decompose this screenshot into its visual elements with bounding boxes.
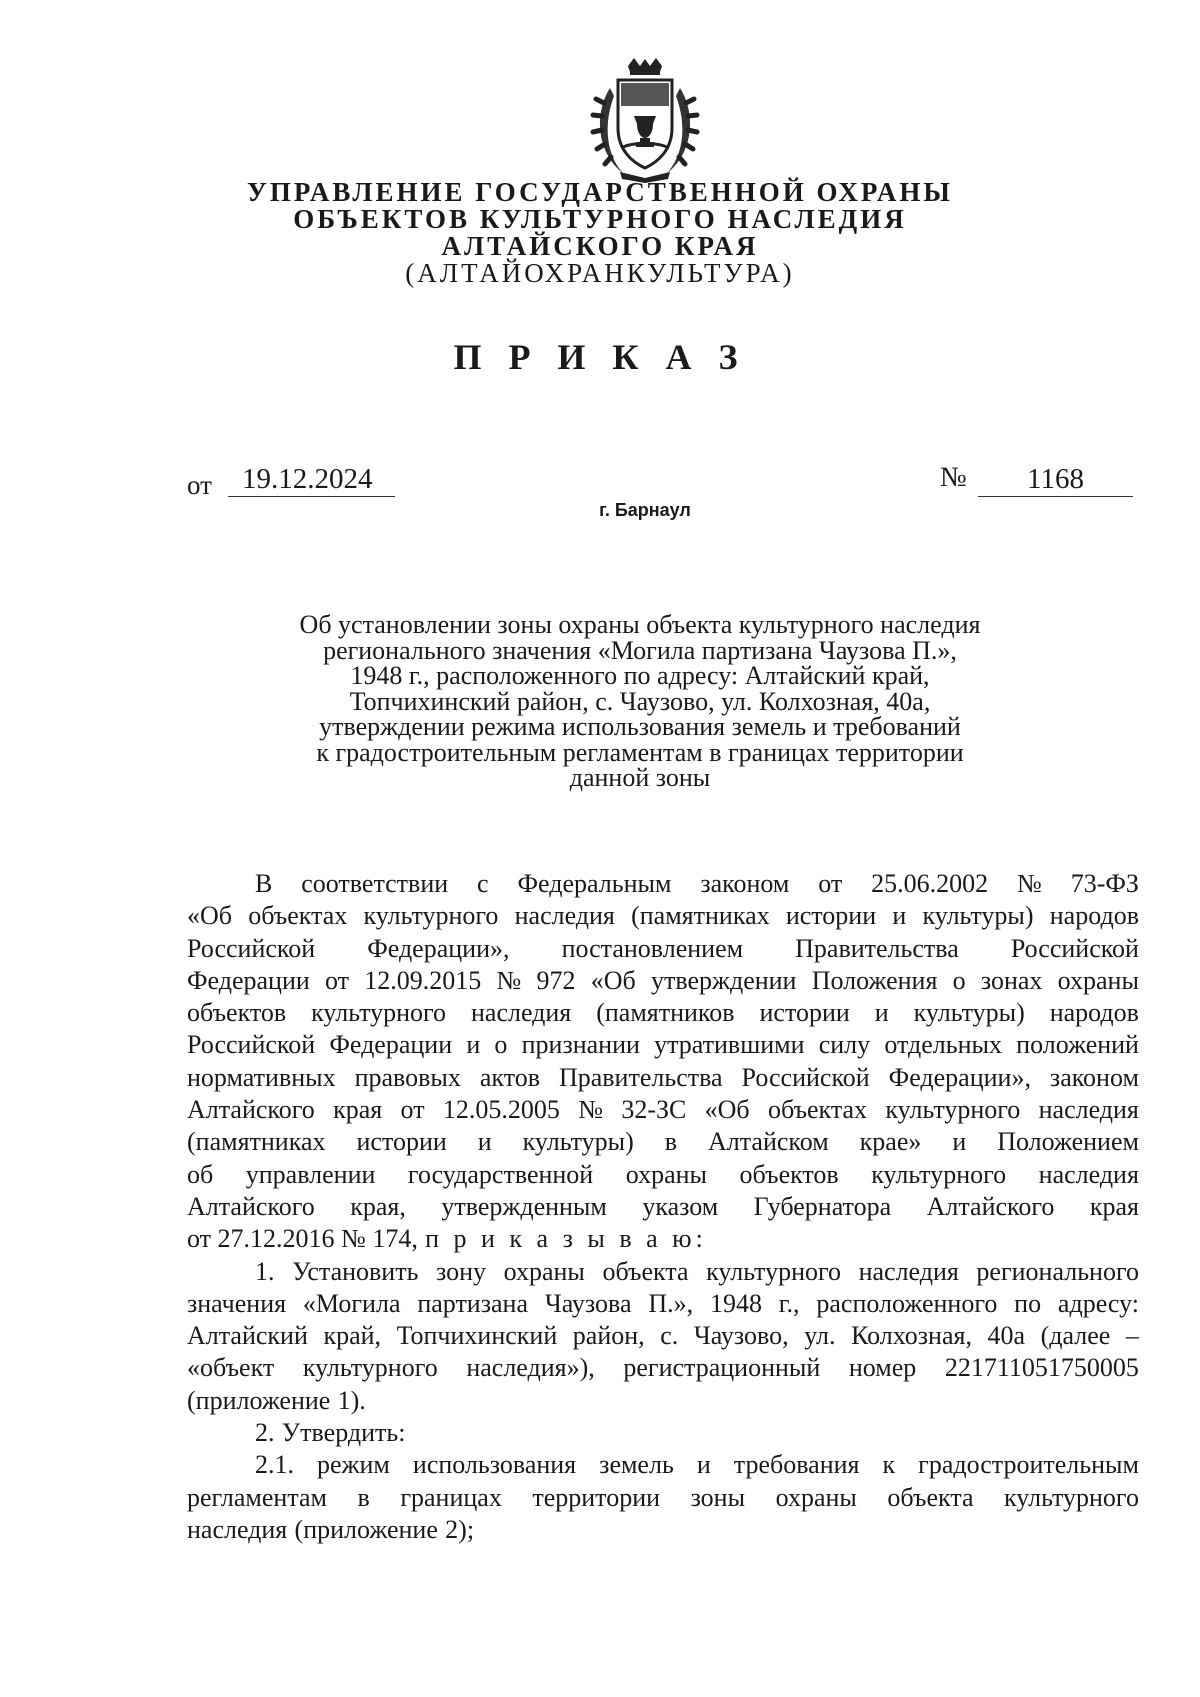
body-word: Установить xyxy=(292,1256,419,1286)
body-word: утверждении xyxy=(650,965,797,995)
body-line xyxy=(187,868,1139,900)
body-word: и xyxy=(892,901,907,931)
body-word: градостроительным xyxy=(918,1450,1139,1480)
body-word: от xyxy=(400,1095,425,1125)
body-word: управлении xyxy=(245,1159,376,1189)
subject-line: к градостроительным регламентам в границах территории xyxy=(316,737,964,767)
document-subject xyxy=(240,612,1040,791)
body-word: 2.1. xyxy=(255,1450,294,1480)
subject-line: Об установлении зоны охраны объекта культурного наследия xyxy=(299,610,981,639)
body-word: культурного xyxy=(302,1353,438,1383)
body-word: регистрационный xyxy=(623,1353,821,1383)
subject-line: данной зоны xyxy=(569,763,711,792)
body-word: Положения xyxy=(811,965,938,995)
body-word: «Об xyxy=(704,1095,750,1125)
body-word: Федерации xyxy=(187,965,310,995)
body-word: 12.05.2005 xyxy=(442,1095,560,1125)
body-word: (приложение xyxy=(187,1385,331,1415)
body-word: культуры) xyxy=(922,901,1034,931)
body-line xyxy=(187,933,1139,965)
body-word: наследия xyxy=(187,1514,288,1544)
body-word: о xyxy=(494,1030,508,1060)
body-word: регламентам xyxy=(187,1482,327,1512)
body-word: край, xyxy=(323,1321,382,1351)
body-word: 73-ФЗ xyxy=(1070,869,1139,898)
body-line xyxy=(187,1159,1139,1191)
body-line xyxy=(187,1417,1139,1449)
date-label: от xyxy=(187,470,212,500)
body-word: к xyxy=(882,1450,896,1480)
body-word: партизана xyxy=(417,1288,528,1318)
body-word: истории xyxy=(785,901,877,931)
body-word: – xyxy=(1125,1321,1139,1351)
body-word: объектов xyxy=(187,998,287,1028)
body-word: культурного xyxy=(311,998,447,1028)
body-word: 2. xyxy=(255,1418,275,1448)
body-word: отдельных xyxy=(884,1030,1002,1060)
body-word: (далее xyxy=(1040,1321,1111,1351)
body-word: Федерации», xyxy=(367,933,510,963)
body-word: Алтайского xyxy=(926,1191,1055,1221)
body-word: законом xyxy=(1049,1062,1139,1092)
subject-line: Топчихинский район, с. Чаузово, ул. Колхозная, 40а, xyxy=(349,686,931,716)
body-word: значения xyxy=(187,1288,287,1318)
body-word: соответствии xyxy=(301,869,449,898)
body-word: расположенного xyxy=(816,1288,998,1318)
body-word: от xyxy=(325,965,350,995)
body-word: № xyxy=(496,965,522,995)
body-word: и xyxy=(466,1030,481,1060)
body-word: 32-ЗС xyxy=(621,1095,687,1125)
body-line xyxy=(187,965,1139,997)
body-word: утвержденным xyxy=(441,1191,607,1221)
number-label: № xyxy=(940,462,967,493)
order-word: п р и к а з ы в а ю: xyxy=(425,1224,707,1254)
body-word: и xyxy=(952,1127,967,1157)
body-word: актов xyxy=(479,1062,540,1092)
body-word: Алтайского xyxy=(187,1191,315,1221)
body-word: 25.06.2002 xyxy=(871,869,989,898)
body-word: культурного xyxy=(363,901,499,931)
document-city: г. Барнаул xyxy=(599,500,691,520)
body-word: 1). xyxy=(337,1385,366,1415)
document-type-title: П Р И К А З xyxy=(453,337,747,377)
body-word: объектах xyxy=(767,1095,868,1125)
body-word: и xyxy=(477,1127,492,1157)
body-word: «Об xyxy=(187,901,233,931)
body-word: «Могила xyxy=(302,1288,401,1318)
body-word: требования xyxy=(733,1450,860,1480)
body-word: культурного xyxy=(1004,1482,1139,1512)
body-word: наследия xyxy=(514,901,615,931)
body-word: крае» xyxy=(859,1127,922,1157)
body-word: Положением xyxy=(997,1127,1139,1157)
body-word: Российской xyxy=(741,1062,870,1092)
body-word: наследия xyxy=(858,1256,959,1286)
body-line-text: от 27.12.2016 № 174, xyxy=(187,1224,418,1254)
body-line xyxy=(187,997,1139,1029)
body-word: законом xyxy=(700,869,790,898)
body-word: края xyxy=(333,1095,383,1125)
body-word: объекта xyxy=(602,1256,689,1286)
body-word: П.», xyxy=(648,1288,694,1318)
body-word: о xyxy=(952,965,966,995)
body-word: Чаузово, xyxy=(693,1321,789,1351)
document-date: 19.12.2024 xyxy=(228,462,395,497)
body-word: истории xyxy=(356,1127,447,1157)
body-word: в xyxy=(664,1127,677,1157)
body-word: с xyxy=(477,869,489,898)
body-word: Федерации xyxy=(329,1030,453,1060)
body-line xyxy=(187,1029,1139,1061)
organization-name-line-3: АЛТАЙСКОГО КРАЯ xyxy=(441,231,759,261)
body-word: наследия xyxy=(470,998,572,1028)
body-word: наследия xyxy=(1038,1159,1139,1189)
body-word: народов xyxy=(1049,998,1139,1028)
body-word: (памятниках xyxy=(187,1127,326,1157)
body-word: Российской xyxy=(187,933,316,963)
body-line xyxy=(187,1223,1139,1255)
organization-abbreviation: (АЛТАЙОХРАНКУЛЬТУРА) xyxy=(405,258,795,288)
body-word: положений xyxy=(1016,1030,1139,1060)
altai-krai-coat-of-arms-icon xyxy=(590,58,700,183)
body-word: охраны xyxy=(1057,965,1139,995)
body-line xyxy=(187,900,1139,932)
body-word: Чаузова xyxy=(544,1288,632,1318)
body-word: объектах xyxy=(248,901,348,931)
body-word: и xyxy=(696,1450,711,1480)
body-word: Российской xyxy=(187,1030,316,1060)
body-word: зону xyxy=(436,1256,487,1286)
body-word: от xyxy=(818,869,843,898)
body-line xyxy=(187,1385,1139,1417)
body-word: истории xyxy=(759,998,850,1028)
document-body xyxy=(187,868,1139,1546)
body-word: охраны xyxy=(625,1159,708,1189)
body-word: Алтайском xyxy=(707,1127,829,1157)
organization-name-line-1: УПРАВЛЕНИЕ ГОСУДАРСТВЕННОЙ ОХРАНЫ xyxy=(247,177,953,207)
body-word: режим xyxy=(317,1450,390,1480)
body-word: район, xyxy=(572,1321,645,1351)
body-word: указом xyxy=(642,1191,719,1221)
subject-line: регионального значения «Могила партизана Чаузова П.», xyxy=(323,635,957,665)
body-line xyxy=(187,1352,1139,1384)
body-word: № xyxy=(578,1095,603,1125)
body-word: Российской xyxy=(1010,933,1139,963)
body-word: наследия»), xyxy=(466,1353,595,1383)
body-word: силу xyxy=(818,1030,871,1060)
body-word: 12.09.2015 xyxy=(364,965,482,995)
body-word: Утвердить: xyxy=(281,1418,406,1448)
body-word: нормативных xyxy=(187,1062,336,1092)
body-word: правовых xyxy=(354,1062,461,1092)
body-word: 221711051750005 xyxy=(944,1353,1139,1383)
body-word: культуры) xyxy=(913,998,1025,1028)
body-word: 1. xyxy=(255,1256,275,1286)
body-word: границах xyxy=(400,1482,502,1512)
body-line xyxy=(187,1320,1139,1352)
body-word: «объект xyxy=(187,1353,275,1383)
body-word: Топчихинский xyxy=(396,1321,558,1351)
organization-name-line-2: ОБЪЕКТОВ КУЛЬТУРНОГО НАСЛЕДИЯ xyxy=(293,204,907,234)
body-word: объектов xyxy=(739,1159,839,1189)
body-word: 40а xyxy=(987,1321,1026,1351)
body-word: земель xyxy=(599,1450,674,1480)
body-word: и xyxy=(874,998,889,1028)
body-word: Правительства xyxy=(795,933,959,963)
body-word: номер xyxy=(848,1353,917,1383)
body-word: регионального xyxy=(976,1256,1139,1286)
body-word: по xyxy=(1014,1288,1042,1318)
body-word: зонах xyxy=(980,965,1043,995)
body-line xyxy=(187,1288,1139,1320)
body-line xyxy=(187,1449,1139,1481)
body-word: адресу: xyxy=(1057,1288,1139,1318)
body-word: Губернатора xyxy=(753,1191,892,1221)
body-word: признании xyxy=(521,1030,640,1060)
body-word: народов xyxy=(1049,901,1139,931)
body-word: Алтайского xyxy=(187,1095,315,1125)
body-line xyxy=(187,1191,1139,1223)
body-word: объекта xyxy=(887,1482,974,1512)
body-word: зоны xyxy=(690,1482,746,1512)
body-word: об xyxy=(187,1159,214,1189)
body-line xyxy=(187,1062,1139,1094)
body-word: Колхозная, xyxy=(851,1321,972,1351)
body-word: ул. xyxy=(804,1321,836,1351)
subject-line: 1948 г., расположенного по адресу: Алтайский край, xyxy=(350,661,930,690)
body-word: (памятников xyxy=(596,998,735,1028)
body-word: территории xyxy=(532,1482,661,1512)
body-word: 1948 xyxy=(709,1288,762,1318)
body-word: В xyxy=(255,869,273,898)
body-line xyxy=(187,1514,1139,1546)
body-word: в xyxy=(357,1482,370,1512)
body-word: государственной xyxy=(407,1159,594,1189)
body-line xyxy=(187,1482,1139,1514)
body-word: культурного xyxy=(885,1095,1021,1125)
body-word: края xyxy=(1089,1191,1139,1221)
body-word: постановлением xyxy=(561,933,744,963)
body-line xyxy=(187,1126,1139,1158)
body-word: края, xyxy=(350,1191,406,1221)
body-word: утратившими xyxy=(654,1030,805,1060)
body-word: 2); xyxy=(445,1514,475,1544)
body-word: культурного xyxy=(706,1256,842,1286)
body-word: наследия xyxy=(1038,1095,1139,1125)
body-word: № xyxy=(1017,869,1042,898)
body-word: культуры) xyxy=(522,1127,634,1157)
body-word: «Об xyxy=(590,965,636,995)
body-word: Алтайский xyxy=(187,1321,308,1351)
body-word: охраны xyxy=(503,1256,585,1286)
body-word: культурного xyxy=(871,1159,1007,1189)
body-word: Федеральным xyxy=(517,869,672,898)
body-word: Федерации», xyxy=(888,1062,1031,1092)
body-word: (приложение xyxy=(294,1514,438,1544)
body-word: охраны xyxy=(775,1482,857,1512)
body-word: Правительства xyxy=(558,1062,723,1092)
document-number: 1168 xyxy=(978,462,1133,497)
body-word: с. xyxy=(660,1321,679,1351)
body-line xyxy=(187,1256,1139,1288)
body-word: (памятниках xyxy=(631,901,770,931)
subject-line: утверждении режима использования земель и требований xyxy=(319,712,961,741)
body-word: использования xyxy=(412,1450,577,1480)
body-word: г., xyxy=(778,1288,800,1318)
body-word: 972 xyxy=(536,965,576,995)
body-line xyxy=(187,1094,1139,1126)
